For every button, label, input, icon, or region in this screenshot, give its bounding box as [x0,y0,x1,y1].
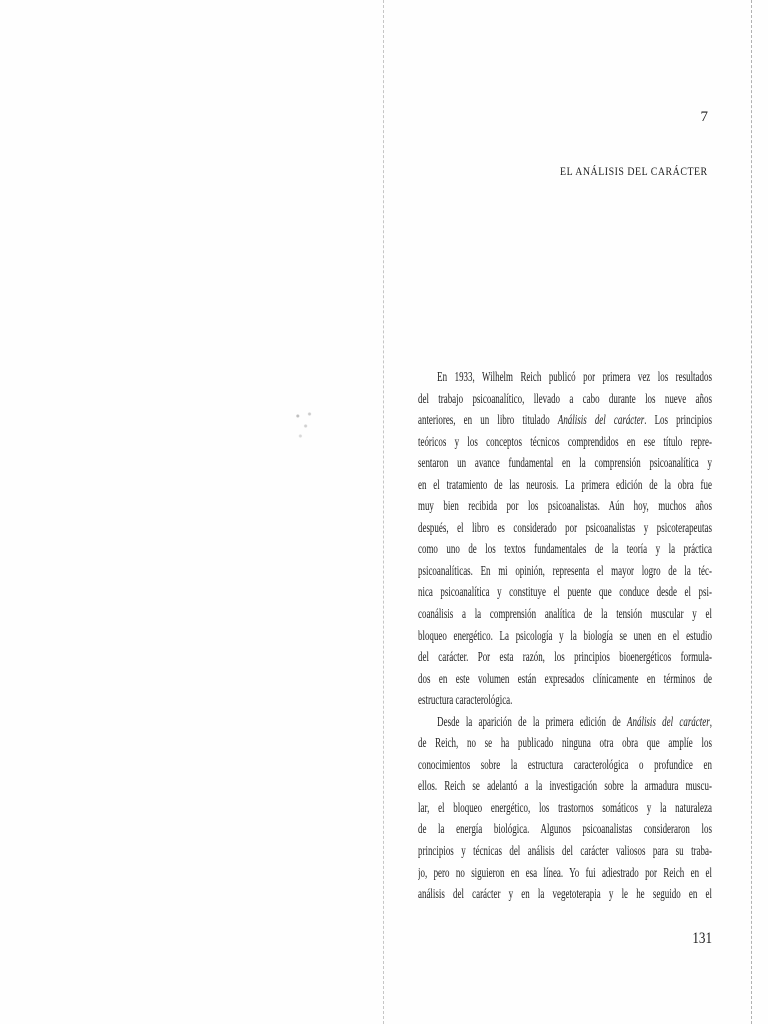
text-line: psicoanalíticas. En mi opinión, representa el mayor logro de la téc- [418,563,712,579]
text-line: conocimientos sobre la estructura caracterológica o profundice en [418,757,712,773]
body-text [418,367,712,906]
paragraph-2 [418,712,712,906]
text-line: estructura caracterológica. [418,693,513,709]
text-line: dos en este volumen están expresados clínicamente en términos de [418,671,712,687]
book-gutter-line [383,0,384,1024]
text-line: bloqueo energético. La psicología y la biología se unen en el estudio [418,628,712,644]
text-line: En 1933, Wilhelm Reich publicó por primera vez los resultados [437,370,712,385]
text-line: anteriores, en un libro titulado Análisis del carácter. Los principios [418,413,712,429]
text-line: teóricos y los conceptos técnicos comprendidos en ese título repre- [418,434,712,450]
text-line: de Reich, no se ha publicado ninguna otra obra que amplíe los [418,736,712,752]
scan-speck [290,408,316,448]
page-edge-line [751,0,752,1024]
text-line: como uno de los textos fundamentales de la teoría y la práctica [418,542,712,558]
text-line: análisis del carácter y en la vegetoterapia y le he seguido en el [418,887,712,903]
text-line: del carácter. Por esta razón, los principios bioenergéticos formula- [418,650,712,666]
book-title-italic: Análisis del carácter [627,714,710,730]
text-line: en el tratamiento de las neurosis. La primera edición de la obra fue [418,477,712,493]
chapter-title: EL ANÁLISIS DEL CARÁCTER [560,166,708,178]
text-line: principios y técnicas del análisis del carácter valiosos para su traba- [418,844,712,860]
text-line: de la energía biológica. Algunos psicoanalistas consideraron los [418,822,712,838]
text-line: jo, pero no siguieron en esa línea. Yo fui adiestrado por Reich en el [418,865,712,881]
text-line: lar, el bloqueo energético, los trastornos somáticos y la naturaleza [418,800,712,816]
paragraph-1 [418,367,712,712]
text-line: ellos. Reich se adelantó a la investigación sobre la armadura muscu- [418,779,712,795]
chapter-number: 7 [700,109,708,125]
text-line: del trabajo psicoanalítico, llevado a cabo durante los nueve años [418,391,712,407]
page-number: 131 [692,930,712,947]
text-line: nica psicoanalítica y constituye el puente que conduce desde el psi- [418,585,712,601]
text-line: Desde la aparición de la primera edición de Análisis del carácter, [437,714,712,730]
text-line: coanálisis a la comprensión analítica de la tensión muscular y el [418,607,712,623]
text-line: sentaron un avance fundamental en la comprensión psicoanalítica y [418,456,712,472]
text-line: muy bien recibida por los psicoanalistas. Aún hoy, muchos años [418,499,712,515]
book-title-italic: Análisis del carácter [557,413,645,429]
text-line: después, el libro es considerado por psicoanalistas y psicoterapeutas [418,520,712,536]
